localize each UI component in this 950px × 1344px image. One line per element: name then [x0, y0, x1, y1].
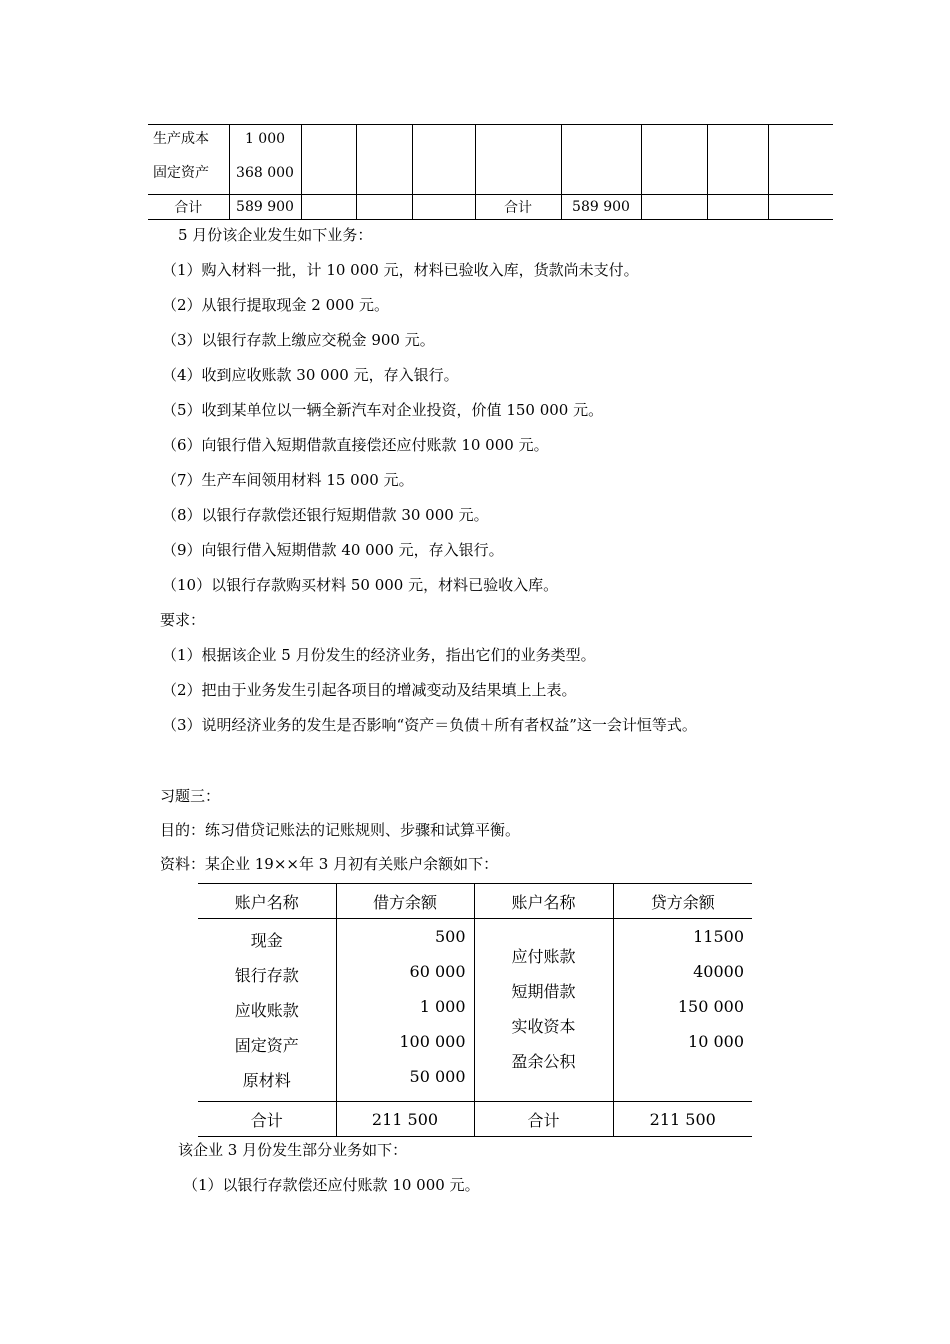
may-intro: 5 月份该企业发生如下业务：	[178, 226, 373, 244]
exercise-material: 资料：某企业 19××年 3 月初有关账户余额如下：	[160, 855, 499, 873]
debit-value: 100 000	[399, 1032, 466, 1051]
list-item: （2）把由于业务发生引起各项目的增减变动及结果填上上表。	[162, 681, 577, 699]
account-name: 固定资产	[153, 165, 209, 181]
credit-value: 150 000	[677, 997, 744, 1016]
table-row	[148, 125, 833, 195]
list-item: （1）以银行存款偿还应付账款 10 000 元。	[183, 1176, 480, 1194]
credit-account: 实收资本	[511, 1017, 576, 1036]
debit-value: 60 000	[409, 962, 466, 981]
exercise-title: 习题三：	[160, 787, 221, 805]
account-name: 生产成本	[153, 131, 209, 147]
credit-account: 短期借款	[511, 982, 576, 1001]
total-value: 589 900	[229, 195, 301, 220]
credit-value: 10 000	[688, 1032, 744, 1051]
list-item: （5）收到某单位以一辆全新汽车对企业投资，价值 150 000 元。	[162, 401, 604, 419]
debit-account: 原材料	[242, 1071, 291, 1090]
total-credit: 211 500	[613, 1102, 752, 1137]
total-label: 合计	[474, 1102, 613, 1137]
table-row	[198, 919, 752, 1102]
list-item: （8）以银行存款偿还银行短期借款 30 000 元。	[162, 506, 489, 524]
account-value: 1 000	[244, 131, 286, 147]
total-label: 合计	[475, 195, 561, 220]
debit-account: 固定资产	[234, 1036, 299, 1055]
credit-value: 11500	[693, 927, 744, 946]
table-header-row	[198, 884, 752, 919]
column-header: 贷方余额	[613, 884, 752, 919]
total-row	[198, 1102, 752, 1137]
credit-value: 40000	[693, 962, 744, 981]
column-header: 账户名称	[198, 884, 336, 919]
list-item: （4）收到应收账款 30 000 元，存入银行。	[162, 366, 459, 384]
continued-table	[148, 124, 833, 220]
list-item: （1）购入材料一批，计 10 000 元，材料已验收入库，货款尚未支付。	[162, 261, 639, 279]
column-header: 账户名称	[474, 884, 613, 919]
list-item: （6）向银行借入短期借款直接偿还应付账款 10 000 元。	[162, 436, 549, 454]
total-row	[148, 195, 833, 220]
debit-value: 500	[434, 927, 466, 946]
credit-account: 应付账款	[511, 947, 576, 966]
march-intro: 该企业 3 月份发生部分业务如下：	[178, 1141, 408, 1159]
list-item: （3）说明经济业务的发生是否影响“资产＝负债＋所有者权益”这一会计恒等式。	[162, 716, 697, 734]
debit-value: 1 000	[419, 997, 466, 1016]
debit-account: 应收账款	[234, 1001, 299, 1020]
balance-table	[198, 883, 752, 1137]
credit-account: 盈余公积	[511, 1052, 576, 1071]
account-value: 368 000	[236, 165, 294, 181]
debit-account: 银行存款	[234, 966, 299, 985]
debit-account: 现金	[250, 931, 283, 950]
list-item: （1）根据该企业 5 月份发生的经济业务，指出它们的业务类型。	[162, 646, 596, 664]
total-value: 589 900	[561, 195, 641, 220]
list-item: （7）生产车间领用材料 15 000 元。	[162, 471, 414, 489]
list-item: （9）向银行借入短期借款 40 000 元，存入银行。	[162, 541, 504, 559]
column-header: 借方余额	[336, 884, 474, 919]
total-label: 合计	[198, 1102, 336, 1137]
list-item: （10）以银行存款购买材料 50 000 元，材料已验收入库。	[162, 576, 559, 594]
debit-value: 50 000	[409, 1067, 466, 1086]
exercise-purpose: 目的：练习借贷记账法的记账规则、步骤和试算平衡。	[160, 821, 521, 839]
requirements-heading: 要求：	[160, 611, 206, 629]
list-item: （3）以银行存款上缴应交税金 900 元。	[162, 331, 435, 349]
list-item: （2）从银行提取现金 2 000 元。	[162, 296, 390, 314]
total-label: 合计	[148, 195, 229, 220]
total-debit: 211 500	[336, 1102, 474, 1137]
